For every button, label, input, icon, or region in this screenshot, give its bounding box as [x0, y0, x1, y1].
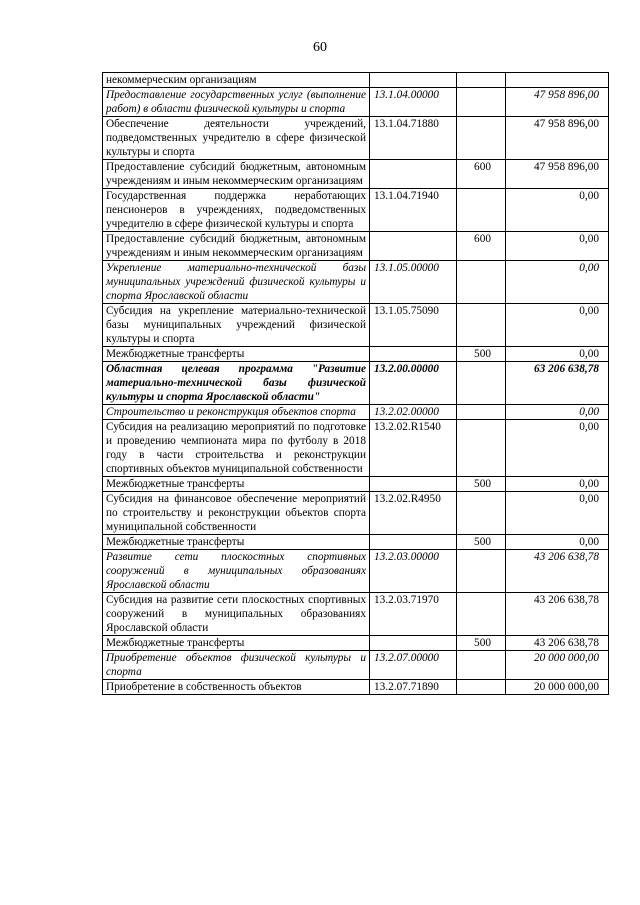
target-code-cell: 13.1.05.00000: [370, 261, 457, 304]
table-row: [103, 477, 609, 492]
expense-type-cell: [457, 651, 506, 680]
expense-type-cell: 600: [457, 232, 506, 261]
target-code-cell: [370, 232, 457, 261]
amount-cell: 0,00: [506, 347, 609, 362]
amount-cell: 47 958 896,00: [506, 160, 609, 189]
table-row: [103, 420, 609, 477]
amount-cell: 0,00: [506, 420, 609, 477]
row-name-cell: Укрепление материально-технической базы муниципальных учреждений физической культуры и спорта Ярославской области: [103, 261, 370, 304]
amount-cell: 0,00: [506, 232, 609, 261]
expense-type-cell: 500: [457, 535, 506, 550]
amount-cell: 43 206 638,78: [506, 550, 609, 593]
target-code-cell: [370, 73, 457, 88]
row-name-cell: Предоставление государственных услуг (выполнение работ) в области физической культуры и спорта: [103, 88, 370, 117]
table-row: [103, 160, 609, 189]
expense-type-cell: 500: [457, 636, 506, 651]
row-name-cell: Приобретение объектов физической культуры и спорта: [103, 651, 370, 680]
table-row: [103, 535, 609, 550]
expense-type-cell: [457, 304, 506, 347]
expense-type-cell: 500: [457, 347, 506, 362]
table-row: [103, 73, 609, 88]
amount-cell: [506, 73, 609, 88]
expense-type-cell: [457, 261, 506, 304]
row-name-cell: некоммерческим организациям: [103, 73, 370, 88]
row-name-cell: Субсидия на финансовое обеспечение мероприятий по строительству и реконструкции объектов спорта муниципальной собственности: [103, 492, 370, 535]
table-row: [103, 405, 609, 420]
budget-table: [102, 72, 609, 695]
target-code-cell: 13.2.02.R1540: [370, 420, 457, 477]
amount-cell: 0,00: [506, 492, 609, 535]
table-row: [103, 347, 609, 362]
row-name-cell: Предоставление субсидий бюджетным, автономным учреждениям и иным некоммерческим организациям: [103, 232, 370, 261]
target-code-cell: 13.2.07.00000: [370, 651, 457, 680]
table-row: [103, 593, 609, 636]
target-code-cell: [370, 535, 457, 550]
target-code-cell: 13.2.02.R4950: [370, 492, 457, 535]
target-code-cell: 13.2.02.00000: [370, 405, 457, 420]
table-row: [103, 680, 609, 695]
target-code-cell: [370, 636, 457, 651]
target-code-cell: 13.1.05.75090: [370, 304, 457, 347]
row-name-cell: Государственная поддержка неработающих пенсионеров в учреждениях, подведомственных учредителю в сфере физической культуры и спорта: [103, 189, 370, 232]
page-number: 60: [313, 40, 327, 55]
target-code-cell: 13.2.03.71970: [370, 593, 457, 636]
table-row: [103, 117, 609, 160]
expense-type-cell: [457, 550, 506, 593]
row-name-cell: Межбюджетные трансферты: [103, 535, 370, 550]
table-row: [103, 232, 609, 261]
target-code-cell: 13.1.04.71940: [370, 189, 457, 232]
table-row: [103, 636, 609, 651]
row-name-cell: Субсидия на реализацию мероприятий по подготовке и проведению чемпионата мира по футболу в 2018 году в части строительства и реконструкции спортивных объектов муниципальной собственности: [103, 420, 370, 477]
amount-cell: 0,00: [506, 304, 609, 347]
table-row: [103, 304, 609, 347]
row-name-cell: Предоставление субсидий бюджетным, автономным учреждениям и иным некоммерческим организациям: [103, 160, 370, 189]
row-name-cell: Строительство и реконструкция объектов спорта: [103, 405, 370, 420]
target-code-cell: [370, 477, 457, 492]
row-name-cell: Субсидия на развитие сети плоскостных спортивных сооружений в муниципальных образованиях Ярославской области: [103, 593, 370, 636]
table-row: [103, 88, 609, 117]
expense-type-cell: [457, 593, 506, 636]
target-code-cell: [370, 347, 457, 362]
expense-type-cell: [457, 362, 506, 405]
amount-cell: 0,00: [506, 189, 609, 232]
table-row: [103, 651, 609, 680]
expense-type-cell: [457, 73, 506, 88]
expense-type-cell: 600: [457, 160, 506, 189]
amount-cell: 0,00: [506, 405, 609, 420]
target-code-cell: 13.2.03.00000: [370, 550, 457, 593]
target-code-cell: 13.1.04.71880: [370, 117, 457, 160]
amount-cell: 47 958 896,00: [506, 88, 609, 117]
expense-type-cell: [457, 189, 506, 232]
table-row: [103, 362, 609, 405]
expense-type-cell: [457, 492, 506, 535]
amount-cell: 0,00: [506, 535, 609, 550]
row-name-cell: Межбюджетные трансферты: [103, 636, 370, 651]
row-name-cell: Межбюджетные трансферты: [103, 477, 370, 492]
target-code-cell: 13.2.00.00000: [370, 362, 457, 405]
row-name-cell: Обеспечение деятельности учреждений, подведомственных учредителю в сфере физической культуры и спорта: [103, 117, 370, 160]
table-row: [103, 261, 609, 304]
amount-cell: 43 206 638,78: [506, 636, 609, 651]
amount-cell: 63 206 638,78: [506, 362, 609, 405]
target-code-cell: 13.1.04.00000: [370, 88, 457, 117]
amount-cell: 0,00: [506, 261, 609, 304]
target-code-cell: 13.2.07.71890: [370, 680, 457, 695]
table-row: [103, 189, 609, 232]
table-row: [103, 550, 609, 593]
amount-cell: 43 206 638,78: [506, 593, 609, 636]
expense-type-cell: [457, 88, 506, 117]
expense-type-cell: [457, 405, 506, 420]
amount-cell: 20 000 000,00: [506, 680, 609, 695]
row-name-cell: Приобретение в собственность объектов: [103, 680, 370, 695]
table-body: [103, 73, 609, 695]
row-name-cell: Развитие сети плоскостных спортивных сооружений в муниципальных образованиях Ярославской области: [103, 550, 370, 593]
expense-type-cell: [457, 680, 506, 695]
amount-cell: 20 000 000,00: [506, 651, 609, 680]
amount-cell: 0,00: [506, 477, 609, 492]
expense-type-cell: 500: [457, 477, 506, 492]
table-row: [103, 492, 609, 535]
target-code-cell: [370, 160, 457, 189]
amount-cell: 47 958 896,00: [506, 117, 609, 160]
row-name-cell: Областная целевая программа "Развитие материально-технической базы физической культуры и спорта Ярославской области": [103, 362, 370, 405]
row-name-cell: Межбюджетные трансферты: [103, 347, 370, 362]
row-name-cell: Субсидия на укрепление материально-технической базы муниципальных учреждений физической культуры и спорта: [103, 304, 370, 347]
expense-type-cell: [457, 420, 506, 477]
expense-type-cell: [457, 117, 506, 160]
